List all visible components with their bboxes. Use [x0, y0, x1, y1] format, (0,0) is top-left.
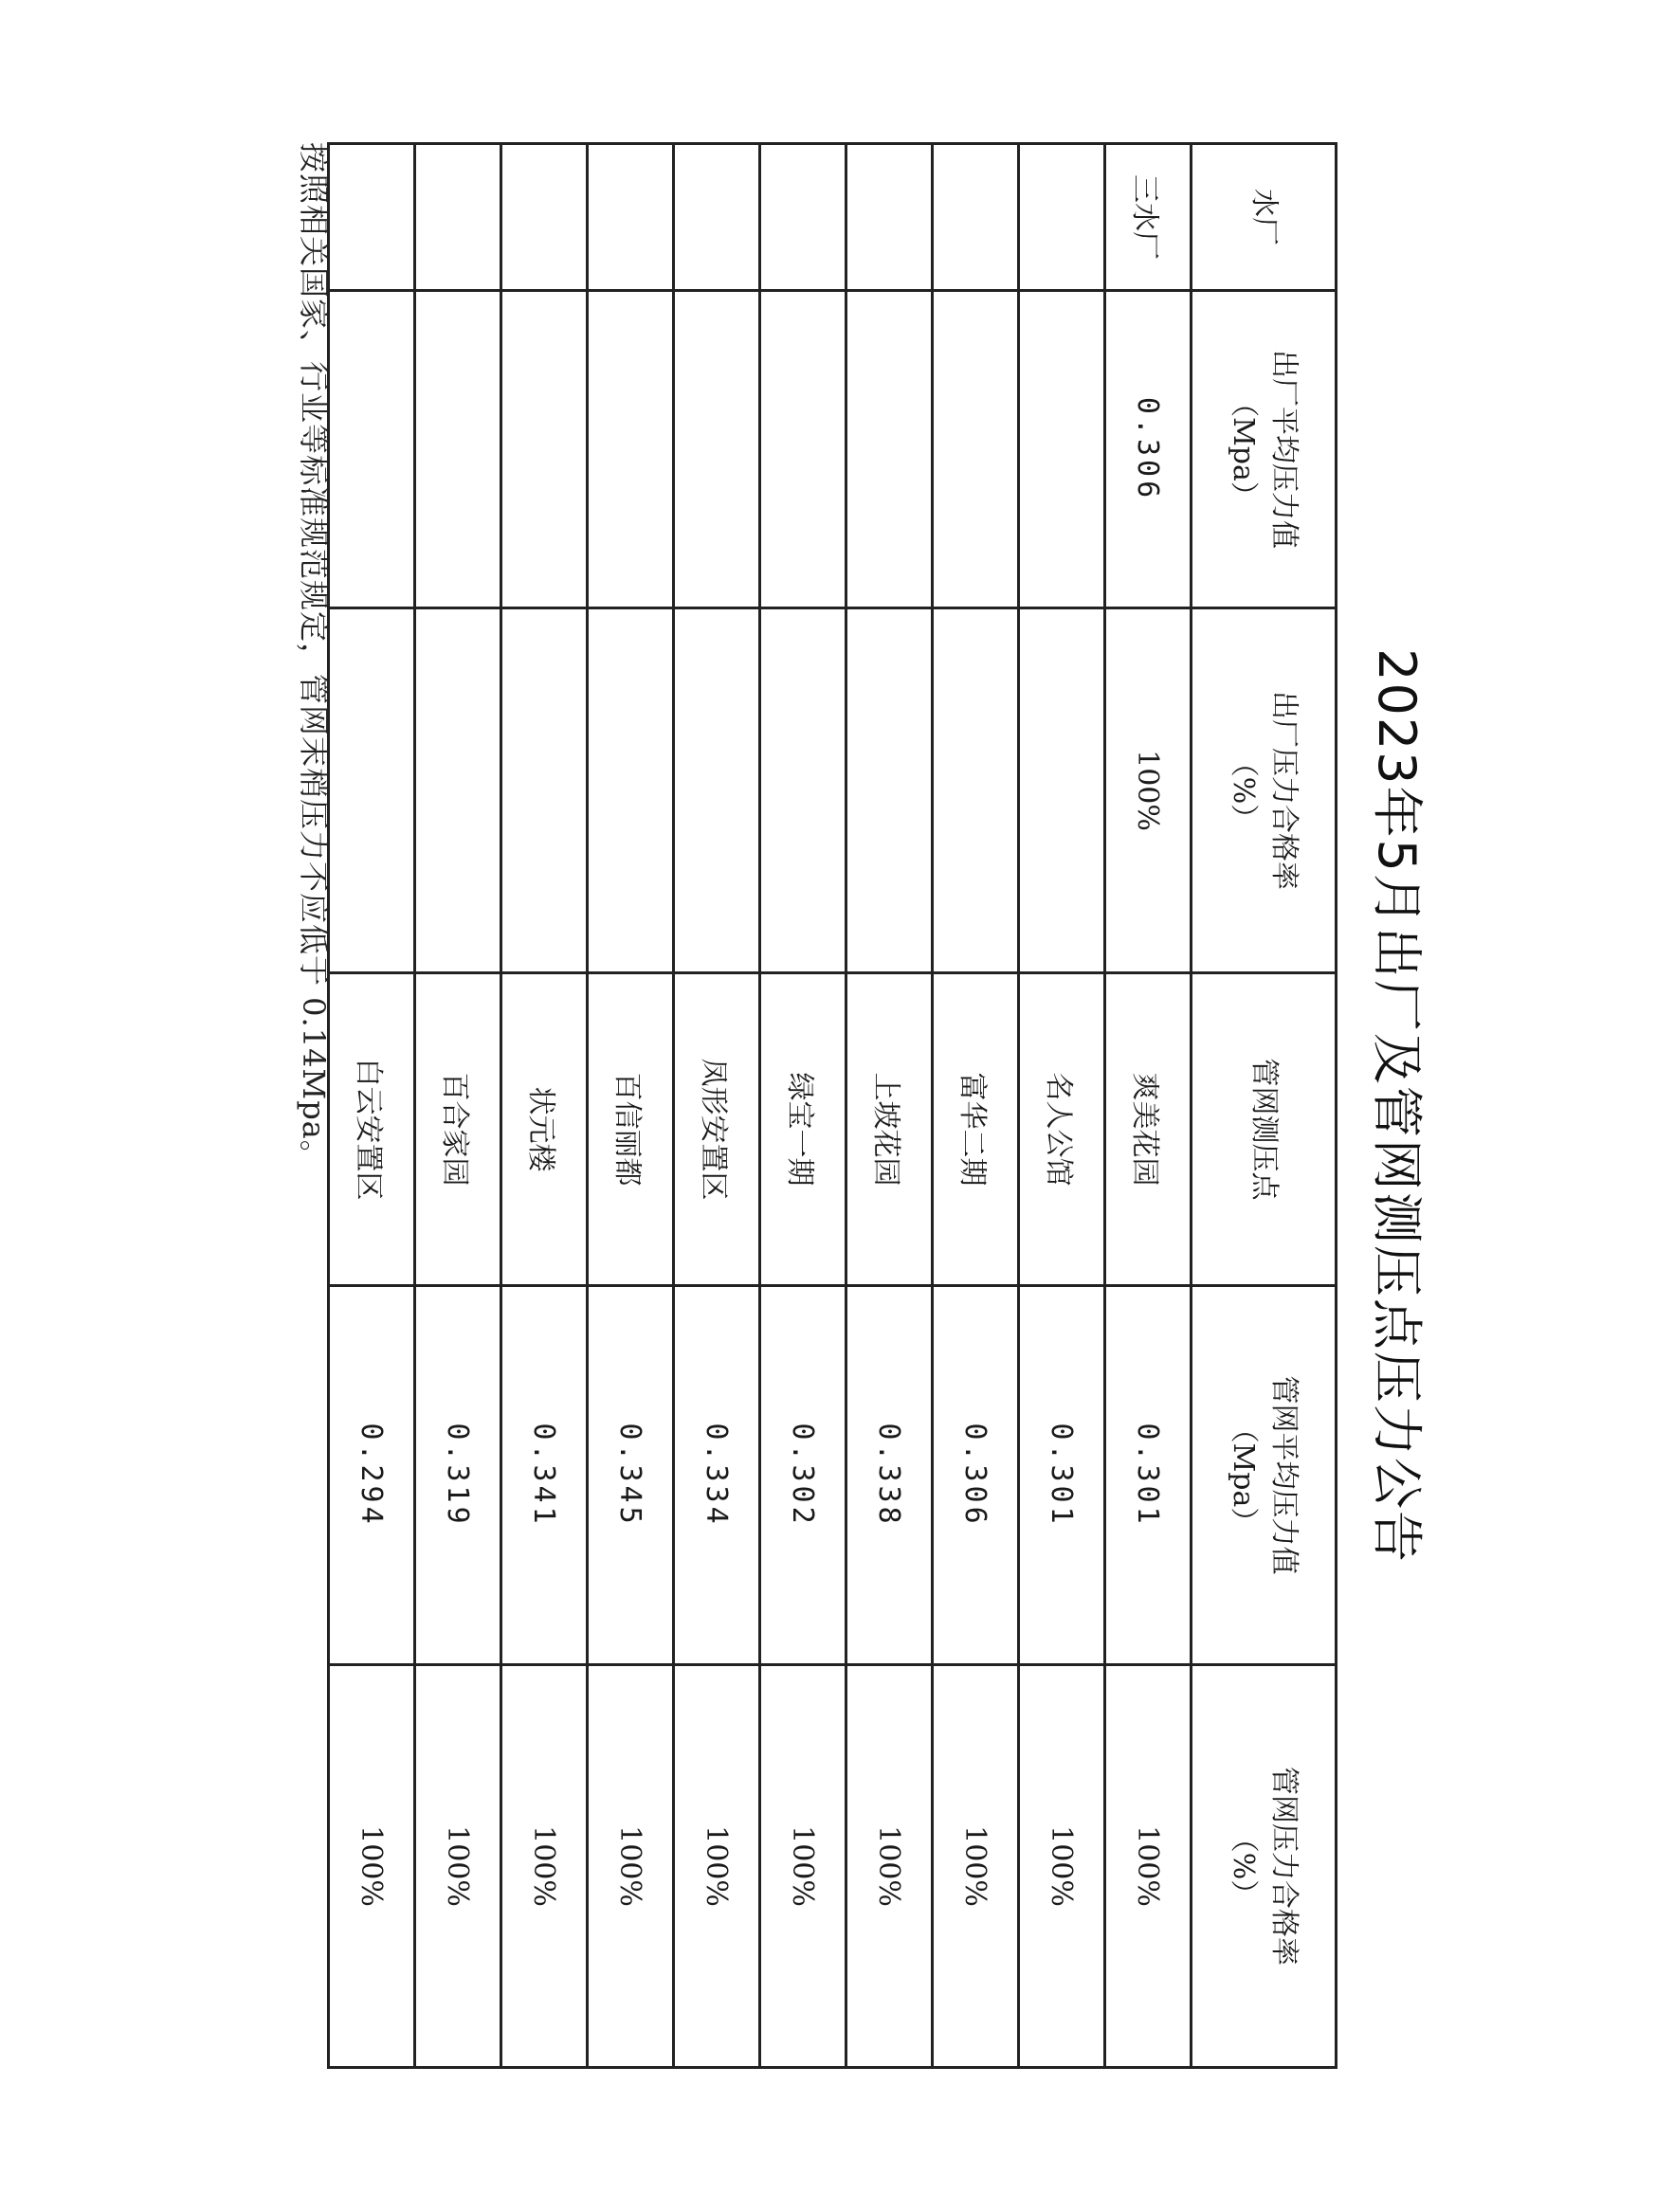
cell-plant [415, 144, 501, 291]
cell-plant-pressure [588, 291, 674, 608]
cell-point: 爽美花园 [1105, 973, 1192, 1286]
header-plant-rate-unit: （%） [1227, 748, 1260, 833]
table-row [674, 144, 760, 2068]
cell-plant-pressure: 0.306 [1105, 291, 1192, 608]
cell-point: 百信丽都 [588, 973, 674, 1286]
cell-net-pressure: 0.301 [1019, 1286, 1105, 1665]
cell-plant [1019, 144, 1105, 291]
table-row [760, 144, 846, 2068]
table-row [1105, 144, 1192, 2068]
header-plant-rate [1192, 608, 1337, 973]
cell-plant-pressure [415, 291, 501, 608]
header-net-pressure-label: 管网平均压力值 [1267, 1375, 1301, 1575]
cell-plant-rate [760, 608, 846, 973]
cell-plant-pressure [674, 291, 760, 608]
header-plant-pressure-label: 出厂平均压力值 [1267, 350, 1301, 549]
cell-net-pressure: 0.306 [933, 1286, 1019, 1665]
header-net-pressure [1192, 1286, 1337, 1665]
cell-net-pressure: 0.302 [760, 1286, 846, 1665]
cell-plant [846, 144, 933, 291]
cell-net-pressure: 0.338 [846, 1286, 933, 1665]
cell-plant-rate [674, 608, 760, 973]
cell-net-pressure: 0.301 [1105, 1286, 1192, 1665]
cell-point: 富华二期 [933, 973, 1019, 1286]
cell-point: 白云安置区 [329, 973, 415, 1286]
cell-net-rate: 100% [415, 1665, 501, 2068]
cell-point: 百合家园 [415, 973, 501, 1286]
cell-plant-rate [501, 608, 588, 973]
cell-plant-rate [588, 608, 674, 973]
cell-net-pressure: 0.345 [588, 1286, 674, 1665]
cell-plant [760, 144, 846, 291]
cell-plant-rate [933, 608, 1019, 973]
cell-point: 上坡花园 [846, 973, 933, 1286]
header-plant-pressure-unit: （Mpa） [1227, 389, 1260, 510]
cell-plant [501, 144, 588, 291]
table-row [933, 144, 1019, 2068]
header-net-rate [1192, 1665, 1337, 2068]
cell-plant-pressure [501, 291, 588, 608]
header-net-rate-unit: （%） [1227, 1823, 1260, 1909]
header-point: 管网测压点 [1192, 973, 1337, 1286]
pressure-table [327, 142, 1337, 2069]
cell-net-rate: 100% [588, 1665, 674, 2068]
cell-plant-rate [415, 608, 501, 973]
table-row [329, 144, 415, 2068]
cell-plant-rate [1019, 608, 1105, 973]
cell-point: 名人公馆 [1019, 973, 1105, 1286]
cell-plant-pressure [846, 291, 933, 608]
cell-plant [329, 144, 415, 291]
header-net-rate-label: 管网压力合格率 [1267, 1767, 1301, 1966]
cell-net-pressure: 0.334 [674, 1286, 760, 1665]
cell-plant-rate: 100% [1105, 608, 1192, 973]
cell-net-rate: 100% [501, 1665, 588, 2068]
cell-plant-pressure [933, 291, 1019, 608]
cell-plant-rate [846, 608, 933, 973]
cell-plant: 三水厂 [1105, 144, 1192, 291]
cell-net-rate: 100% [846, 1665, 933, 2068]
table-row [501, 144, 588, 2068]
cell-net-rate: 100% [760, 1665, 846, 2068]
cell-net-rate: 100% [329, 1665, 415, 2068]
cell-plant [933, 144, 1019, 291]
cell-net-pressure: 0.294 [329, 1286, 415, 1665]
table-row [846, 144, 933, 2068]
page-title: 2023年5月出厂及管网测压点压力公告 [1367, 648, 1427, 1564]
cell-net-pressure: 0.341 [501, 1286, 588, 1665]
header-plant-rate-label: 出厂压力合格率 [1267, 691, 1301, 890]
table-row [415, 144, 501, 2068]
cell-net-rate: 100% [674, 1665, 760, 2068]
cell-net-rate: 100% [1019, 1665, 1105, 2068]
cell-point: 状元楼 [501, 973, 588, 1286]
header-plant: 水厂 [1192, 144, 1337, 291]
cell-point: 绿宝一期 [760, 973, 846, 1286]
cell-plant-pressure [1019, 291, 1105, 608]
cell-net-rate: 100% [1105, 1665, 1192, 2068]
header-plant-pressure [1192, 291, 1337, 608]
table-row [1019, 144, 1105, 2068]
cell-point: 凤形安置区 [674, 973, 760, 1286]
cell-plant-rate [329, 608, 415, 973]
table-header-row [1192, 144, 1337, 2068]
header-net-pressure-unit: （Mpa） [1227, 1414, 1260, 1536]
cell-plant-pressure [760, 291, 846, 608]
cell-plant [674, 144, 760, 291]
footnote: 按照相关国家、行业等标准规范规定，管网末梢压力不应低于 0.14Mpa。 [296, 142, 332, 1171]
cell-plant [588, 144, 674, 291]
cell-plant-pressure [329, 291, 415, 608]
table-row [588, 144, 674, 2068]
cell-net-rate: 100% [933, 1665, 1019, 2068]
cell-net-pressure: 0.319 [415, 1286, 501, 1665]
